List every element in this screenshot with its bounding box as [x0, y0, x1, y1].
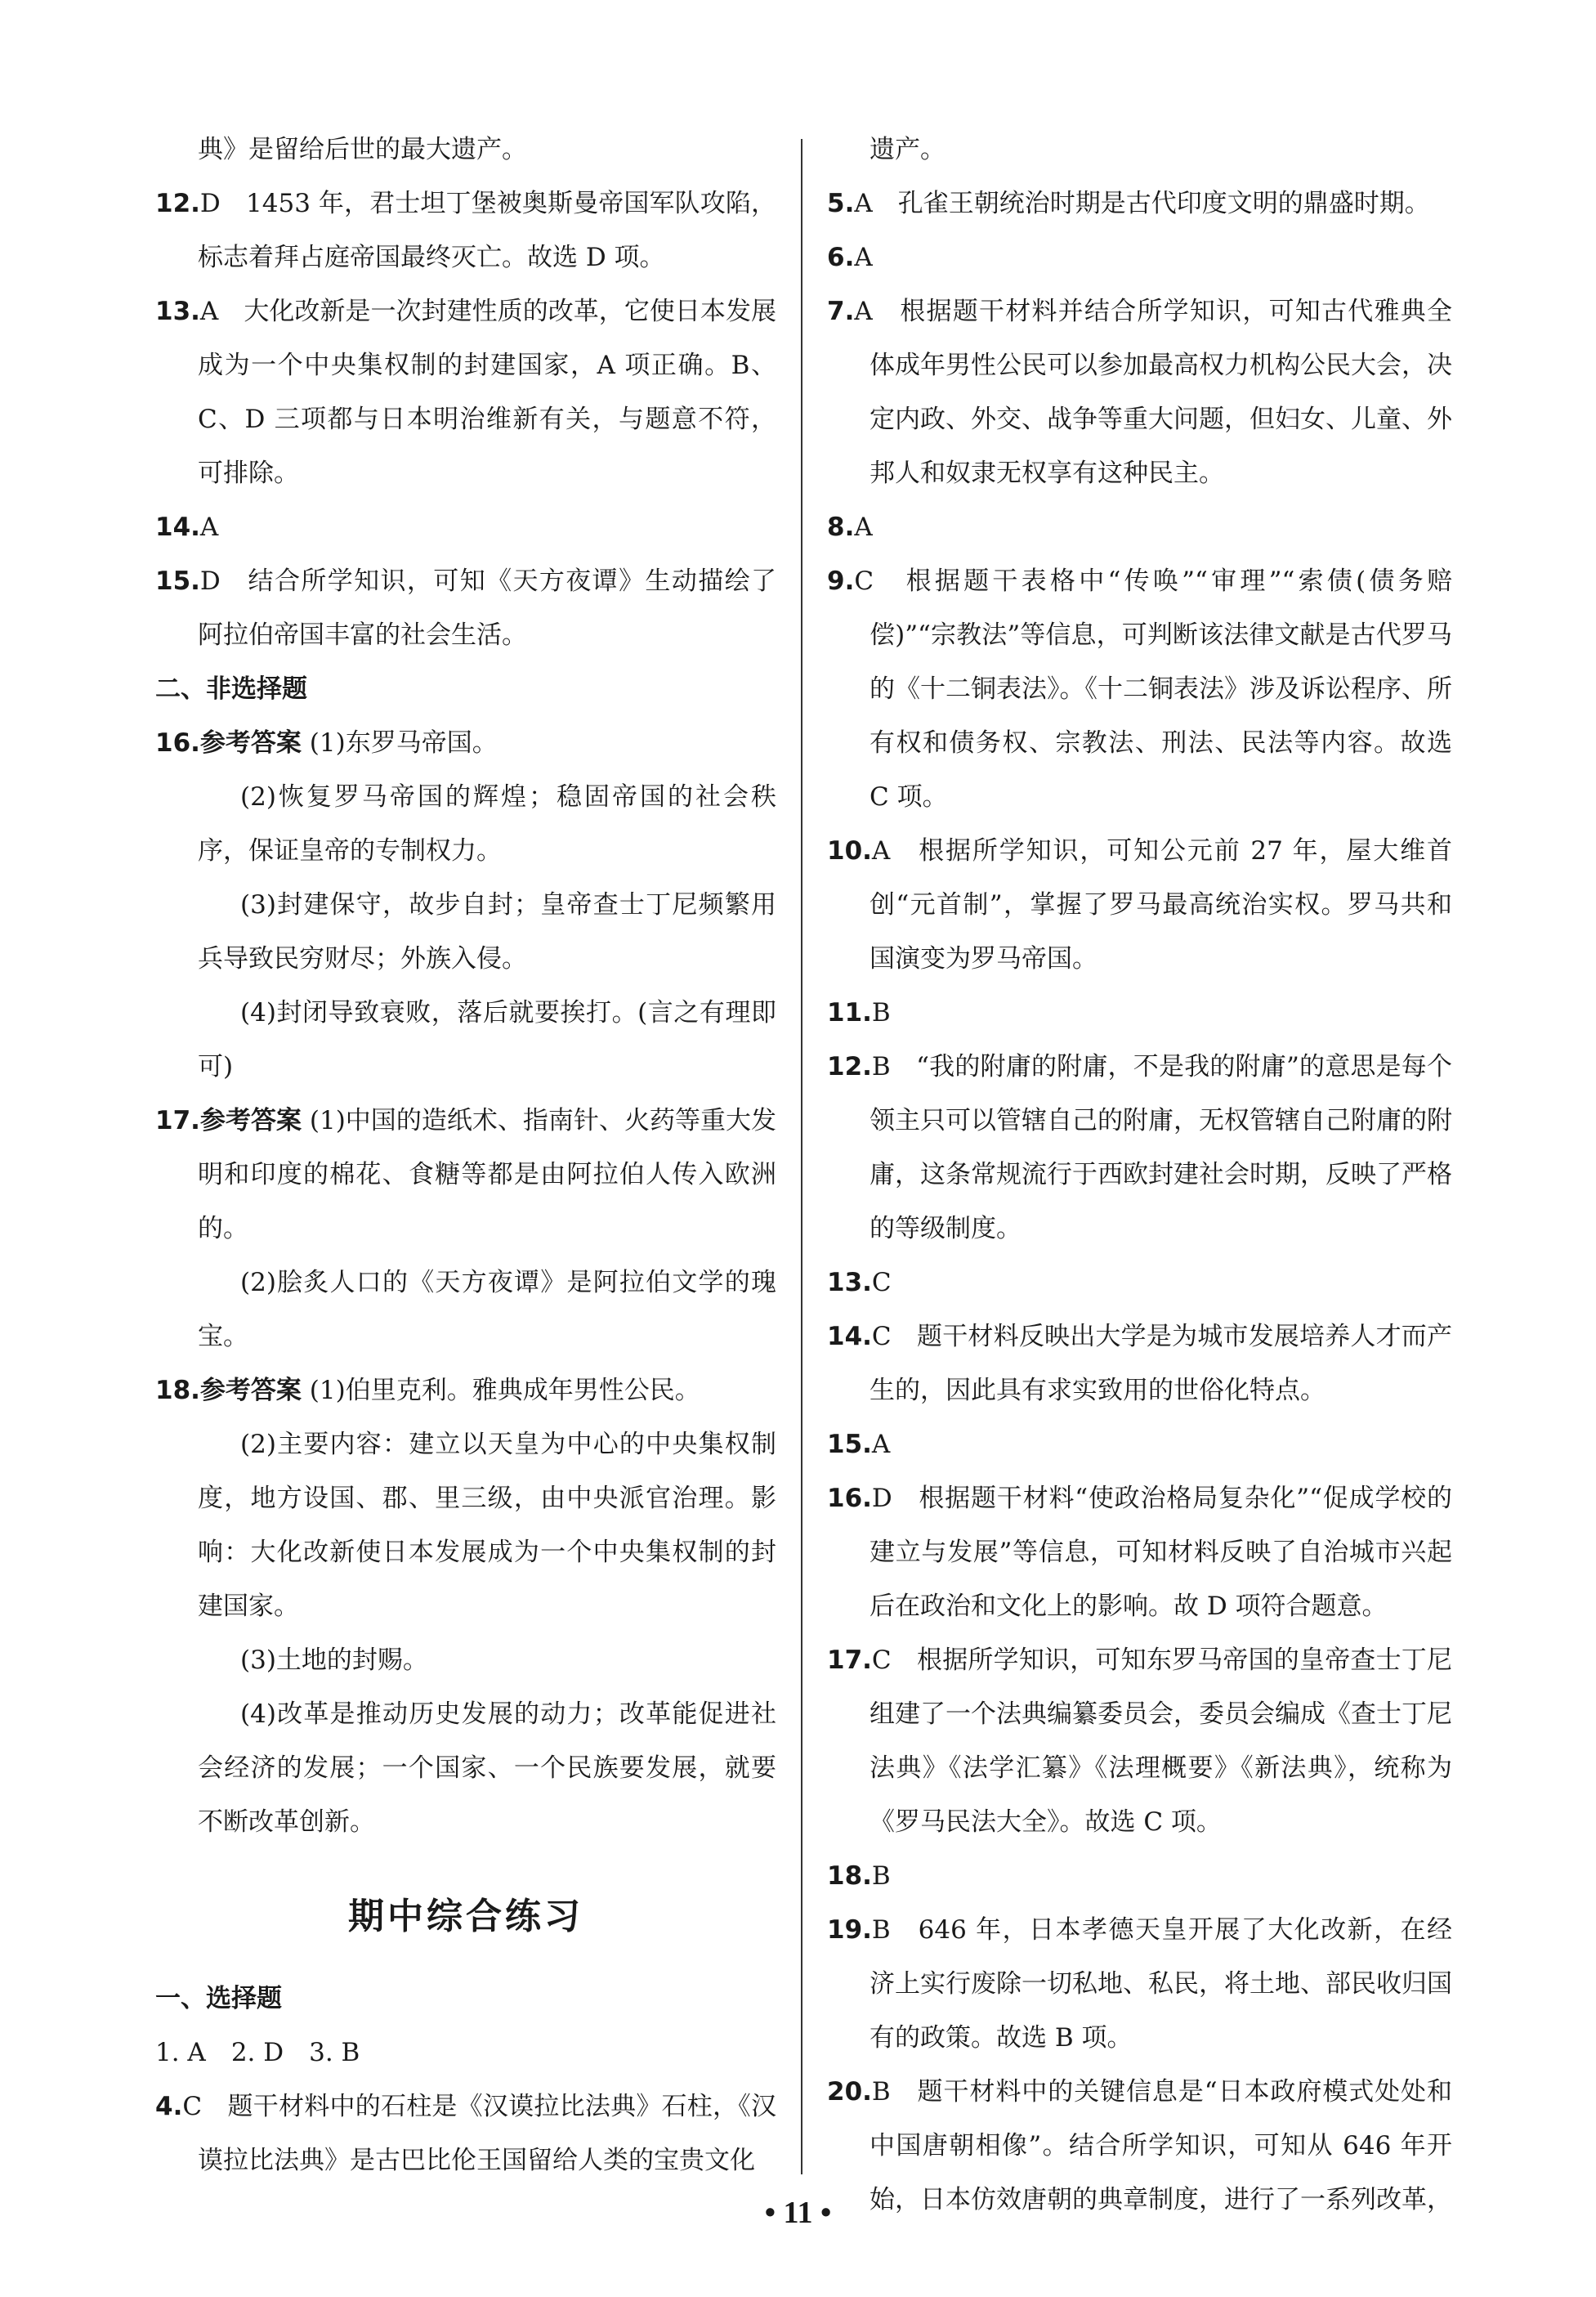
answer-item: [827, 1040, 1452, 1256]
answer-text: (2)脍炙人口的《天方夜谭》是阿拉伯文学的瑰宝。: [198, 1268, 776, 1351]
answer-text: A 大化改新是一次封建性质的改革，它使日本发展成为一个中央集权制的封建国家，A 项正确。B、C、D 三项都与日本明治维新有关，与题意不符，可排除。: [198, 297, 776, 488]
answer-item: [155, 1417, 776, 1633]
answer-text: A: [854, 513, 873, 542]
answer-item: [155, 284, 776, 500]
answer-text: 遗产。: [870, 135, 946, 164]
answer-item: [155, 986, 776, 1094]
question-number: 11.: [827, 998, 872, 1028]
answer-text: C: [871, 1268, 892, 1297]
page-number: • 11 •: [764, 2196, 832, 2230]
answer-text: (4)改革是推动历史发展的动力；改革能促进社会经济的发展；一个国家、一个民族要发展，就要不断改革创新。: [198, 1699, 776, 1837]
answer-item: [827, 1417, 1452, 1471]
answer-label: 参考答案: [199, 728, 302, 758]
answer-item: [827, 1256, 1452, 1310]
answer-text: D 1453 年，君士坦丁堡被奥斯曼帝国军队攻陷，标志着拜占庭帝国最终灭亡。故选 D 项。: [198, 189, 776, 272]
question-number: 13.: [827, 1268, 872, 1297]
question-number: 16.: [827, 1484, 872, 1513]
question-number: 6.: [827, 243, 855, 272]
answer-text: B: [871, 998, 891, 1028]
answer-item: [155, 1363, 776, 1417]
answer-text: (1)东罗马帝国。: [309, 728, 498, 758]
answer-text: D 结合所学知识，可知《天方夜谭》生动描绘了阿拉伯帝国丰富的社会生活。: [198, 566, 776, 650]
answer-item: [827, 1310, 1452, 1417]
question-number: 18.: [155, 1376, 200, 1405]
answer-item: [827, 554, 1452, 824]
answer-item: [155, 1256, 776, 1363]
answer-text: A 根据题干材料并结合所学知识，可知古代雅典全体成年男性公民可以参加最高权力机构公民大会，决定内政、外交、战争等重大问题，但妇女、儿童、外邦人和奴隶无权享有这种民主。: [854, 297, 1452, 488]
question-number: 7.: [827, 297, 855, 326]
answer-text: C 根据所学知识，可知东罗马帝国的皇帝查士丁尼组建了一个法典编纂委员会，委员会编成《查士丁尼法典》《法学汇纂》《法理概要》《新法典》，统称为《罗马民法大全》。故选 C 项。: [870, 1646, 1452, 1837]
answer-text: B 题干材料中的关键信息是“日本政府模式处处和中国唐朝相像”。结合所学知识，可知从 646 年开始，日本仿效唐朝的典章制度，进行了一系列改革，: [870, 2077, 1452, 2214]
answer-item: [155, 123, 776, 177]
answer-text: A: [871, 1430, 891, 1459]
column-divider: [801, 139, 802, 2174]
answer-text: 1. A 2. D 3. B: [155, 2038, 360, 2067]
question-number: 10.: [827, 836, 872, 866]
question-number: 19.: [827, 1915, 872, 1945]
answer-text: 典》是留给后世的最大遗产。: [198, 135, 527, 164]
answer-label: 参考答案: [199, 1106, 302, 1135]
answer-text: (2)主要内容：建立以天皇为中心的中央集权制度，地方设国、郡、里三级，由中央派官治理。影响：大化改新使日本发展成为一个中央集权制的封建国家。: [198, 1430, 776, 1621]
answer-item: [827, 824, 1452, 986]
answer-item: [827, 123, 1452, 177]
answer-item: [155, 1094, 776, 1256]
answer-item: [155, 1633, 776, 1687]
question-number: 17.: [827, 1646, 872, 1675]
answer-text: B 646 年，日本孝德天皇开展了大化改新，在经济上实行废除一切私地、私民，将土地、部民收归国有的政策。故选 B 项。: [870, 1915, 1452, 2053]
question-number: 18.: [827, 1861, 872, 1891]
answer-item: [827, 177, 1452, 231]
answer-text: (3)封建保守，故步自封；皇帝查士丁尼频繁用兵导致民穷财尽；外族入侵。: [198, 890, 776, 974]
question-number: 14.: [827, 1322, 872, 1351]
answer-item: [827, 1849, 1452, 1903]
answer-text: C 根据题干表格中“传唤”“审理”“索债(债务赔偿)”“宗教法”等信息，可判断该法律文献是古代罗马的《十二铜表法》。《十二铜表法》涉及诉讼程序、所有权和债务权、宗教法、刑法、民法等内容。故选 C 项。: [854, 566, 1452, 812]
answer-item: [155, 878, 776, 986]
section-heading: 二、非选择题: [155, 674, 307, 704]
question-number: 20.: [827, 2077, 872, 2107]
question-number: 13.: [155, 297, 200, 326]
left-column: [155, 123, 776, 2187]
question-number: 9.: [827, 566, 855, 596]
right-column: [827, 123, 1452, 2227]
answer-item: [827, 231, 1452, 284]
answer-text: C 题干材料反映出大学是为城市发展培养人才而产生的，因此具有求实致用的世俗化特点。: [870, 1322, 1452, 1405]
answer-item: [155, 2026, 776, 2080]
answer-item: [827, 500, 1452, 554]
answer-item: [827, 1633, 1452, 1849]
answer-text: (1)中国的造纸术、指南针、火药等重大发明和印度的棉花、食糖等都是由阿拉伯人传入欧洲的。: [198, 1106, 777, 1243]
answer-item: [155, 2080, 776, 2187]
answer-text: D 根据题干材料“使政治格局复杂化”“促成学校的建立与发展”等信息，可知材料反映了自治城市兴起后在政治和文化上的影响。故 D 项符合题意。: [870, 1484, 1452, 1621]
answer-item: [155, 716, 776, 770]
question-number: 12.: [827, 1052, 872, 1081]
answer-item: [827, 284, 1452, 500]
answer-text: A: [854, 243, 873, 272]
answer-text: C 题干材料中的石柱是《汉谟拉比法典》石柱，《汉谟拉比法典》是古巴比伦王国留给人类的宝贵文化: [182, 2092, 776, 2175]
answer-item: [155, 1687, 776, 1849]
question-number: 4.: [155, 2092, 183, 2121]
answer-item: [827, 986, 1452, 1040]
answer-text: B: [871, 1861, 891, 1891]
answer-label: 参考答案: [199, 1376, 302, 1405]
answer-item: [155, 500, 776, 554]
answer-item: [155, 177, 776, 284]
answer-text: A: [199, 513, 219, 542]
question-number: 12.: [155, 189, 200, 218]
section-title: 期中综合练习: [348, 1896, 583, 1937]
question-number: 15.: [827, 1430, 872, 1459]
answer-text: B “我的附庸的附庸，不是我的附庸”的意思是每个领主只可以管辖自己的附庸，无权管辖自己附庸的附庸，这条常规流行于西欧封建社会时期，反映了严格的等级制度。: [870, 1052, 1452, 1243]
question-number: 14.: [155, 513, 200, 542]
answer-text: (3)土地的封赐。: [240, 1646, 428, 1675]
question-number: 8.: [827, 513, 855, 542]
answer-item: [827, 1903, 1452, 2065]
answer-text: (1)伯里克利。雅典成年男性公民。: [309, 1376, 700, 1405]
answer-text: A 孔雀王朝统治时期是古代印度文明的鼎盛时期。: [854, 189, 1430, 218]
answer-item: [827, 1471, 1452, 1633]
answer-item: [155, 554, 776, 662]
question-number: 5.: [827, 189, 855, 218]
answer-item: [155, 770, 776, 878]
answer-text: (2)恢复罗马帝国的辉煌；稳固帝国的社会秩序，保证皇帝的专制权力。: [198, 782, 776, 866]
answer-text: (4)封闭导致衰败，落后就要挨打。(言之有理即可): [198, 998, 776, 1081]
question-number: 16.: [155, 728, 200, 758]
section-heading: 一、选择题: [155, 1984, 282, 2013]
question-number: 15.: [155, 566, 200, 596]
answer-text: A 根据所学知识，可知公元前 27 年，屋大维首创“元首制”，掌握了罗马最高统治实权。罗马共和国演变为罗马帝国。: [870, 836, 1452, 974]
question-number: 17.: [155, 1106, 200, 1135]
